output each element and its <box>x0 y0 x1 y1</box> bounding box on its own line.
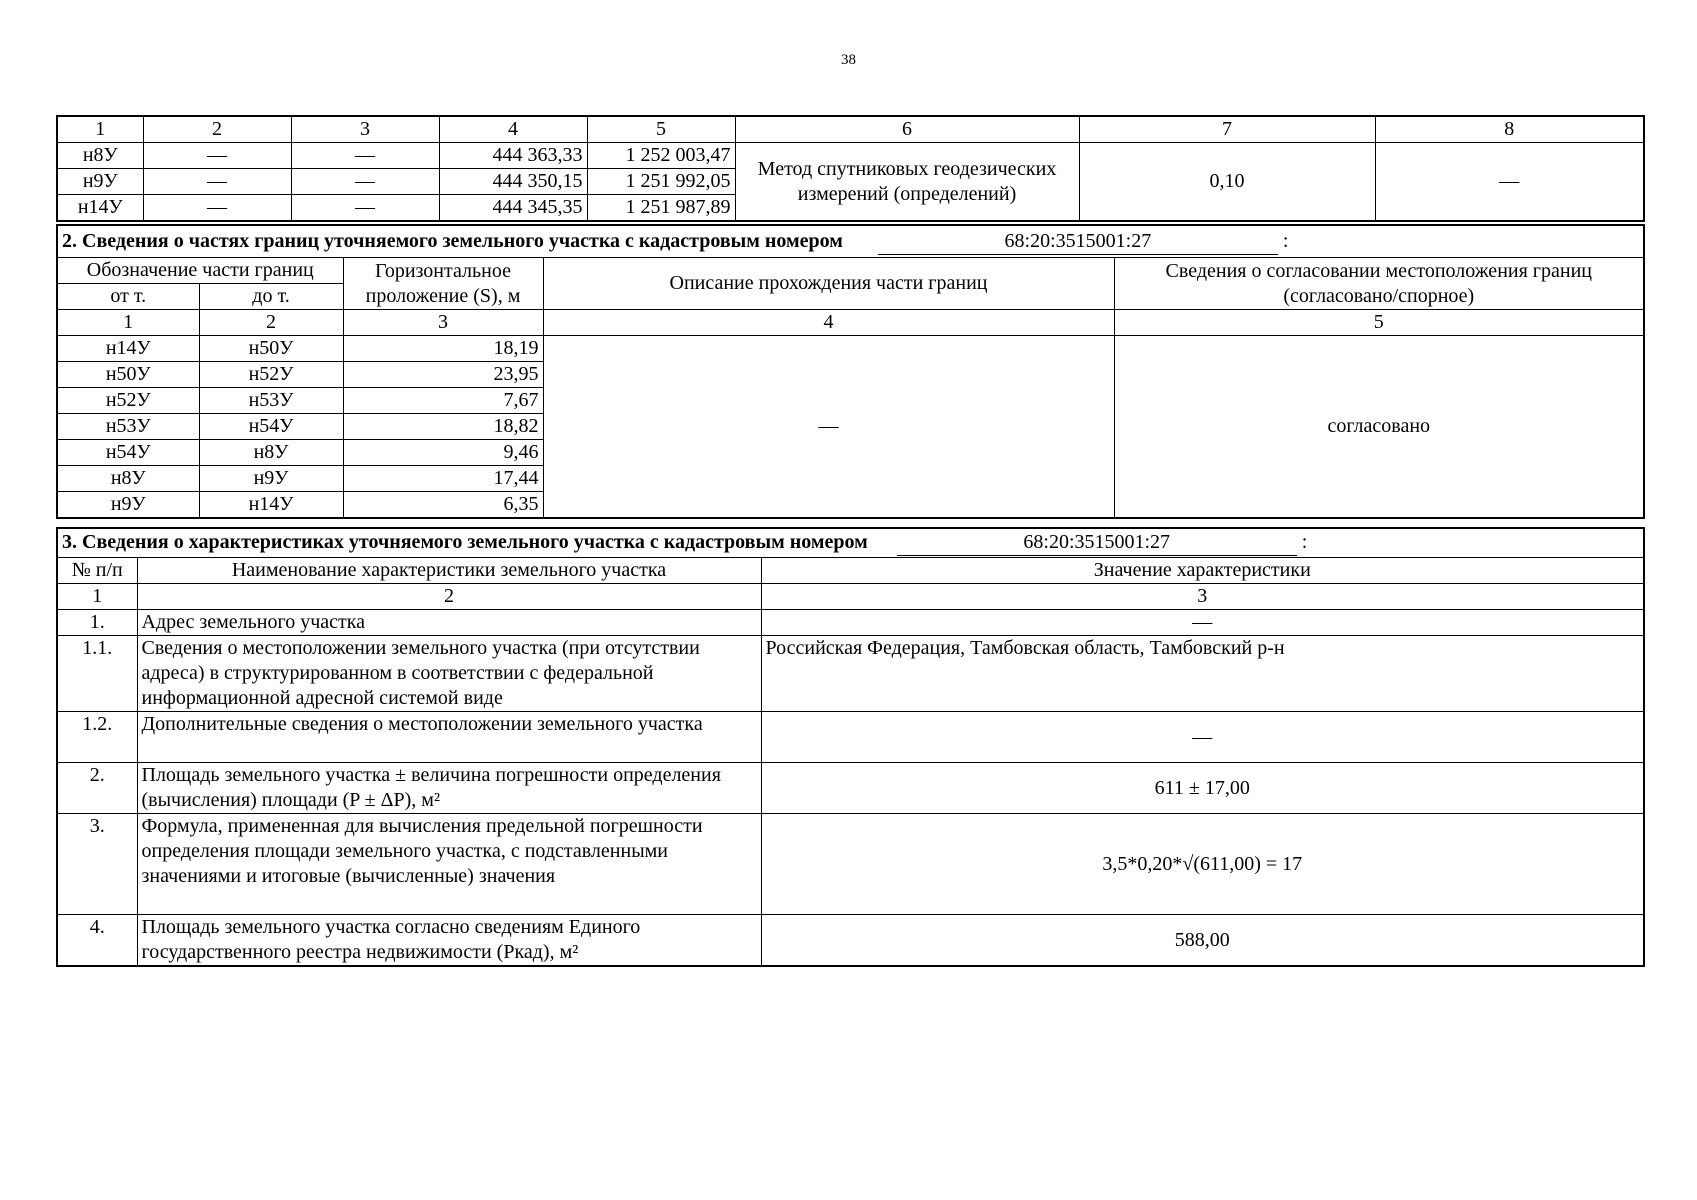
coord-y: 1 251 987,89 <box>587 195 735 222</box>
header-agreement: Сведения о согласовании местоположения границ (согласовано/спорное) <box>1114 258 1644 310</box>
row-name: Сведения о местоположении земельного участка (при отсутствии адреса) в структурированном в соответствии с федеральной информационной адресной системой виде <box>137 636 761 712</box>
table-row <box>57 143 1644 169</box>
cell: — <box>143 195 291 222</box>
distance: 7,67 <box>343 388 543 414</box>
row-number: 1.1. <box>57 636 137 712</box>
number-row <box>57 310 1644 336</box>
table-row <box>57 712 1644 763</box>
row-name: Адрес земельного участка <box>137 610 761 636</box>
num-cell: 1 <box>57 584 137 610</box>
table-row <box>57 763 1644 814</box>
to-point: н14У <box>199 492 343 519</box>
row-number: 1. <box>57 610 137 636</box>
colon: : <box>1301 531 1308 553</box>
page-number: 38 <box>841 52 856 68</box>
col-num-3: 3 <box>291 116 439 143</box>
from-point: н52У <box>57 388 199 414</box>
to-point: н9У <box>199 466 343 492</box>
col-num-1: 1 <box>57 116 143 143</box>
cell: — <box>143 143 291 169</box>
to-point: н8У <box>199 440 343 466</box>
row-name: Дополнительные сведения о местоположении земельного участка <box>137 712 761 763</box>
description-cell: — <box>543 336 1114 519</box>
from-point: н8У <box>57 466 199 492</box>
table-row <box>57 915 1644 967</box>
header-value: Значение характеристики <box>761 558 1644 584</box>
header-part: Обозначение части границ <box>57 258 343 284</box>
col-num-4: 4 <box>439 116 587 143</box>
row-name: Формула, примененная для вычисления предельной погрешности определения площади земельного участка, с подставленными значениями и итоговые (вычисленные) значения <box>137 814 761 915</box>
table-row <box>57 636 1644 712</box>
characteristics-table <box>56 527 1645 967</box>
distance: 9,46 <box>343 440 543 466</box>
header-from: от т. <box>57 284 199 310</box>
from-point: н53У <box>57 414 199 440</box>
cell: — <box>291 195 439 222</box>
col-num-6: 6 <box>735 116 1079 143</box>
col-num-2: 2 <box>143 116 291 143</box>
header-row <box>57 258 1644 284</box>
point-name: н14У <box>57 195 143 222</box>
table-row <box>57 610 1644 636</box>
row-number: 2. <box>57 763 137 814</box>
row-value: — <box>761 712 1644 763</box>
header-to: до т. <box>199 284 343 310</box>
col8-cell: — <box>1375 143 1644 222</box>
table-row <box>57 814 1644 915</box>
row-number: 4. <box>57 915 137 967</box>
coord-y: 1 252 003,47 <box>587 143 735 169</box>
row-number: 3. <box>57 814 137 915</box>
distance: 23,95 <box>343 362 543 388</box>
coord-x: 444 345,35 <box>439 195 587 222</box>
row-number: 1.2. <box>57 712 137 763</box>
num-cell: 4 <box>543 310 1114 336</box>
cadastral-number: 68:20:3515001:27 <box>897 530 1297 556</box>
cell: — <box>291 143 439 169</box>
number-row <box>57 584 1644 610</box>
distance: 17,44 <box>343 466 543 492</box>
row-name: Площадь земельного участка ± величина погрешности определения (вычисления) площади (P ± ΔP), м² <box>137 763 761 814</box>
coord-y: 1 251 992,05 <box>587 169 735 195</box>
table-row <box>57 336 1644 362</box>
num-cell: 2 <box>199 310 343 336</box>
row-value: 588,00 <box>761 915 1644 967</box>
section-3-title: 3. Сведения о характеристиках уточняемого земельного участка с кадастровым номером <box>62 531 868 553</box>
to-point: н53У <box>199 388 343 414</box>
distance: 18,19 <box>343 336 543 362</box>
from-point: н9У <box>57 492 199 519</box>
col-num-8: 8 <box>1375 116 1644 143</box>
row-value: — <box>761 610 1644 636</box>
cell: — <box>143 169 291 195</box>
boundary-parts-table <box>56 224 1645 519</box>
num-cell: 2 <box>137 584 761 610</box>
colon: : <box>1282 229 1289 252</box>
distance: 6,35 <box>343 492 543 519</box>
header-description: Описание прохождения части границ <box>543 258 1114 310</box>
from-point: н50У <box>57 362 199 388</box>
header-num: № п/п <box>57 558 137 584</box>
row-value: 3,5*0,20*√(611,00) = 17 <box>761 814 1644 915</box>
col-num-5: 5 <box>587 116 735 143</box>
agreement-cell: согласовано <box>1114 336 1644 519</box>
distance: 18,82 <box>343 414 543 440</box>
from-point: н14У <box>57 336 199 362</box>
coordinates-table <box>56 115 1645 222</box>
header-name: Наименование характеристики земельного участка <box>137 558 761 584</box>
header-row <box>57 558 1644 584</box>
from-point: н54У <box>57 440 199 466</box>
coordinates-header-row <box>57 116 1644 143</box>
point-name: н8У <box>57 143 143 169</box>
method-cell: Метод спутниковых геодезических измерений (определений) <box>735 143 1079 222</box>
cadastral-number: 68:20:3515001:27 <box>878 229 1278 255</box>
section-title-row <box>57 528 1644 558</box>
section-2-title: 2. Сведения о частях границ уточняемого земельного участка с кадастровым номером <box>62 229 843 252</box>
num-cell: 3 <box>761 584 1644 610</box>
coord-x: 444 363,33 <box>439 143 587 169</box>
num-cell: 3 <box>343 310 543 336</box>
header-distance: Горизонтальное проложение (S), м <box>343 258 543 310</box>
col-num-7: 7 <box>1079 116 1375 143</box>
to-point: н50У <box>199 336 343 362</box>
accuracy-cell: 0,10 <box>1079 143 1375 222</box>
num-cell: 5 <box>1114 310 1644 336</box>
cell: — <box>291 169 439 195</box>
point-name: н9У <box>57 169 143 195</box>
to-point: н54У <box>199 414 343 440</box>
num-cell: 1 <box>57 310 199 336</box>
row-value: 611 ± 17,00 <box>761 763 1644 814</box>
row-value: Российская Федерация, Тамбовская область, Тамбовский р-н <box>761 636 1644 712</box>
section-title-row <box>57 225 1644 258</box>
to-point: н52У <box>199 362 343 388</box>
coord-x: 444 350,15 <box>439 169 587 195</box>
row-name: Площадь земельного участка согласно сведениям Единого государственного реестра недвижимости (Ркад), м² <box>137 915 761 967</box>
